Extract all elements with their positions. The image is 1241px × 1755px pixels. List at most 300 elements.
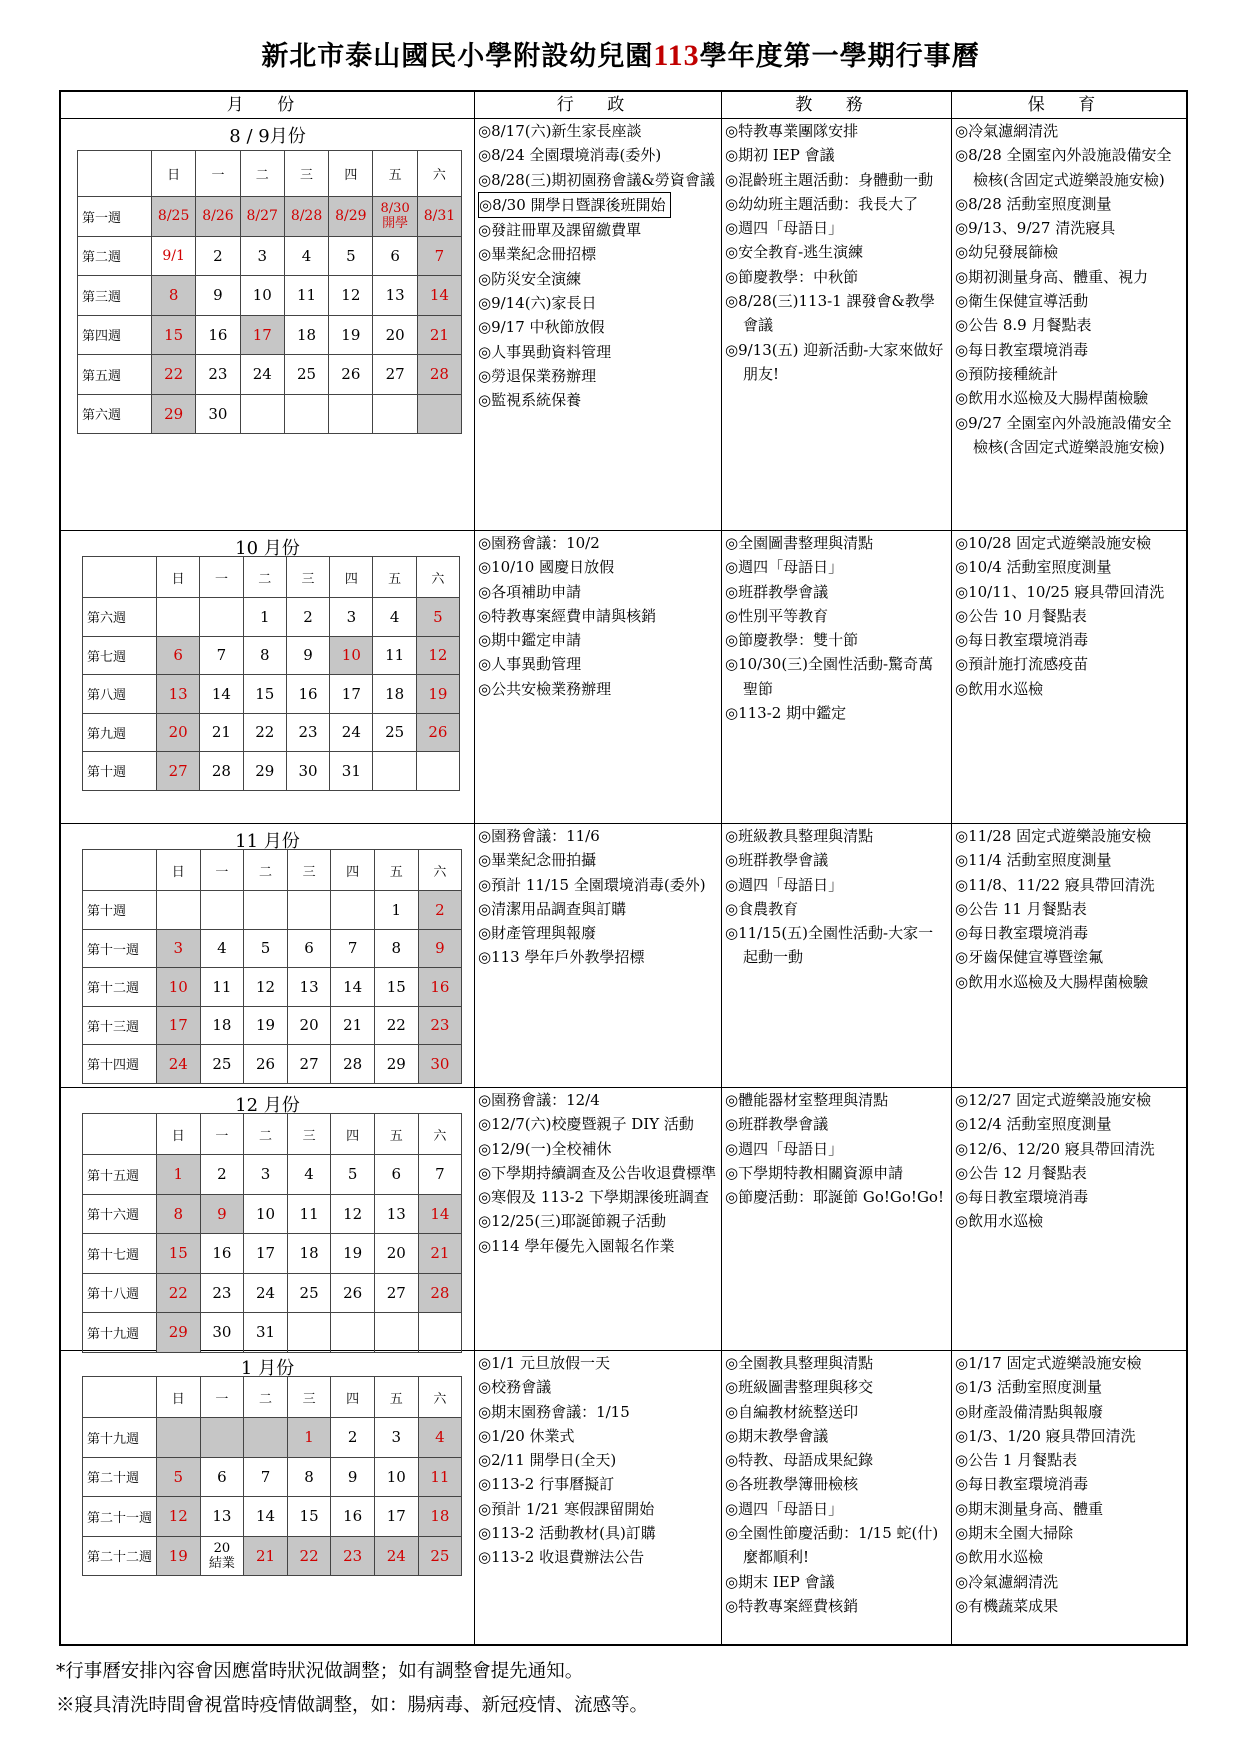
- teaching-item: ◎節慶活動：耶誕節 Go!Go!Go!: [725, 1188, 944, 1207]
- day-cell: [200, 1418, 244, 1458]
- care-item: ◎幼兒發展篩檢: [955, 243, 1059, 262]
- week-row: [83, 968, 462, 1007]
- care-item: ◎12/4 活動室照度測量: [955, 1115, 1112, 1134]
- day-cell: [244, 1418, 288, 1458]
- day-cell: 16: [286, 675, 329, 714]
- care-item: ◎9/13、9/27 清洗寢具: [955, 219, 1116, 238]
- day-cell: 15: [157, 1234, 201, 1274]
- care-item: ◎1/17 固定式遊樂設施安檢: [955, 1354, 1142, 1372]
- teaching-item: ◎混齡班主題活動：身體動一動: [725, 170, 934, 189]
- day-cell: 16: [196, 315, 240, 355]
- admin-item: ◎預計 1/21 寒假課留開始: [478, 1499, 655, 1518]
- teaching-item: ◎節慶教學：中秋節: [725, 267, 859, 286]
- day-cell: 29: [243, 752, 286, 791]
- day-cell: 13: [200, 1497, 244, 1537]
- column-care: [955, 824, 1182, 994]
- day-cell: 3: [240, 236, 284, 276]
- day-cell: 12: [331, 1194, 375, 1234]
- day-cell: 8/29: [329, 197, 373, 237]
- day-cell: 4: [373, 598, 416, 637]
- day-cell: 21: [417, 315, 461, 355]
- week-label: 第十一週: [83, 929, 157, 968]
- day-cell: 18: [287, 1234, 331, 1274]
- day-cell: 3: [244, 1155, 288, 1195]
- week-row: [83, 752, 460, 791]
- week-row: [83, 1194, 462, 1234]
- weekday-header-row: [78, 151, 462, 197]
- day-cell: [157, 1418, 201, 1458]
- day-cell: 7: [244, 1457, 288, 1497]
- week-label: 第十四週: [83, 1045, 157, 1084]
- month-title: 12 月份: [235, 1095, 300, 1116]
- month-calendar: [82, 1113, 462, 1353]
- admin-item: ◎畢業紀念冊拍攝: [478, 851, 597, 870]
- day-cell: 8/30 開學: [373, 197, 417, 237]
- week-label: 第二十週: [83, 1457, 157, 1497]
- day-cell: [200, 891, 244, 930]
- teaching-item: ◎特教專業團隊安排: [725, 122, 859, 140]
- corner-cell: [83, 850, 157, 891]
- day-cell: 15: [152, 315, 196, 355]
- day-cell: 10: [330, 636, 373, 675]
- day-cell: 14: [200, 675, 243, 714]
- day-cell: 10: [374, 1457, 418, 1497]
- day-cell: 3: [374, 1418, 418, 1458]
- week-row: [78, 315, 462, 355]
- column-divider: [721, 92, 722, 1644]
- teaching-item: ◎班級圖書整理與移交: [725, 1378, 874, 1397]
- day-cell: 14: [244, 1497, 288, 1537]
- care-item: ◎8/28 活動室照度測量: [955, 194, 1112, 213]
- care-item: ◎公告 8.9 月餐點表: [955, 316, 1092, 335]
- care-item: ◎牙齒保健宣導暨塗氟: [955, 948, 1104, 967]
- week-row: [83, 1155, 462, 1195]
- admin-item: ◎特教專案經費申請與核銷: [478, 606, 657, 625]
- day-cell: 10: [240, 276, 284, 316]
- day-cell: 13: [287, 968, 331, 1007]
- month-calendar: [82, 849, 462, 1084]
- care-item: ◎預防接種統計: [955, 364, 1059, 383]
- care-item: ◎冷氣濾網清洗: [955, 1572, 1059, 1591]
- week-label: 第十週: [83, 752, 157, 791]
- admin-item: ◎113-2 行事曆擬訂: [478, 1475, 615, 1494]
- day-cell: [244, 891, 288, 930]
- day-cell: 28: [200, 752, 243, 791]
- day-cell: 14: [331, 968, 375, 1007]
- day-cell: [157, 891, 201, 930]
- week-row: [83, 1045, 462, 1084]
- week-label: 第十二週: [83, 968, 157, 1007]
- corner-cell: [83, 557, 157, 598]
- week-label: 第六週: [78, 394, 152, 434]
- day-cell: 24: [330, 713, 373, 752]
- title-prefix: 新北市泰山國民小學附設幼兒園: [261, 41, 654, 72]
- weekday-cell: 一: [200, 557, 243, 598]
- admin-item: ◎園務會議：10/2: [478, 534, 600, 552]
- day-cell: 4: [200, 929, 244, 968]
- day-cell: 6: [374, 1155, 418, 1195]
- day-cell: 19: [331, 1234, 375, 1274]
- day-cell: 7: [200, 636, 243, 675]
- week-row: [78, 355, 462, 395]
- day-cell: 28: [417, 355, 461, 395]
- month-title: 1 月份: [240, 1358, 295, 1379]
- care-item: ◎10/4 活動室照度測量: [955, 558, 1112, 577]
- teaching-item: ◎週四「母語日」: [725, 1139, 844, 1158]
- day-cell: 6: [373, 236, 417, 276]
- month-title: 10 月份: [235, 538, 300, 559]
- care-item: ◎飲用水巡檢: [955, 1548, 1044, 1567]
- teaching-item: ◎8/28(三)113-1 課發會&教學會議: [725, 292, 935, 335]
- week-label: 第二十一週: [83, 1497, 157, 1537]
- weekday-cell: 五: [373, 557, 416, 598]
- day-cell: 9: [286, 636, 329, 675]
- admin-item: ◎園務會議：11/6: [478, 827, 600, 845]
- admin-item: ◎期中鑑定申請: [478, 631, 582, 650]
- care-item: ◎10/28 固定式遊樂設施安檢: [955, 534, 1152, 552]
- day-cell: 19: [329, 315, 373, 355]
- day-cell: 27: [373, 355, 417, 395]
- care-item: ◎衛生保健宣導活動: [955, 292, 1089, 311]
- month-calendar: [82, 1376, 462, 1576]
- column-admin: [478, 531, 717, 701]
- day-cell: 8: [243, 636, 286, 675]
- teaching-item: ◎特教、母語成果紀錄: [725, 1451, 874, 1470]
- day-cell: 24: [244, 1273, 288, 1313]
- teaching-item: ◎自編教材統整送印: [725, 1402, 859, 1421]
- weekday-cell: 六: [416, 557, 459, 598]
- day-cell: 3: [157, 929, 201, 968]
- weekday-cell: 日: [157, 557, 200, 598]
- admin-item: ◎清潔用品調查與訂購: [478, 899, 627, 918]
- column-teaching: [725, 119, 947, 386]
- day-cell: 22: [152, 355, 196, 395]
- teaching-item: ◎週四「母語日」: [725, 875, 844, 894]
- care-item: ◎每日教室環境消毒: [955, 1475, 1089, 1494]
- day-cell: 21: [331, 1006, 375, 1045]
- admin-item: ◎12/7(六)校慶暨親子 DIY 活動: [478, 1115, 694, 1134]
- month-title: 11 月份: [235, 831, 300, 852]
- day-cell: [416, 752, 459, 791]
- weekday-cell: 三: [287, 1377, 331, 1418]
- day-cell: 4: [287, 1155, 331, 1195]
- weekday-header-row: [83, 557, 460, 598]
- admin-item: ◎12/25(三)耶誕節親子活動: [478, 1212, 667, 1231]
- admin-item: ◎2/11 開學日(全天): [478, 1451, 617, 1470]
- admin-item: ◎8/24 全園環境消毒(委外): [478, 146, 662, 165]
- day-cell: 8: [374, 929, 418, 968]
- care-item: ◎9/27 全園室內外設施設備安全檢核(含固定式遊樂設施安檢): [955, 413, 1172, 456]
- column-teaching: [725, 824, 947, 970]
- weekday-header-row: [83, 1114, 462, 1155]
- day-cell: 5: [157, 1457, 201, 1497]
- title-year: 113: [653, 39, 700, 72]
- day-cell: 23: [331, 1536, 375, 1576]
- week-row: [83, 891, 462, 930]
- day-cell: 6: [287, 929, 331, 968]
- column-divider: [951, 92, 952, 1644]
- day-cell: 30: [286, 752, 329, 791]
- footnotes: [56, 1655, 648, 1723]
- admin-item: ◎防災安全演練: [478, 269, 582, 288]
- teaching-item: ◎週四「母語日」: [725, 1499, 844, 1518]
- day-cell: 20: [287, 1006, 331, 1045]
- day-cell: 5: [244, 929, 288, 968]
- day-cell: 21: [200, 713, 243, 752]
- schedule-table: [59, 90, 1188, 1646]
- teaching-item: ◎性別平等教育: [725, 606, 829, 625]
- admin-item: ◎12/9(一)全校補休: [478, 1139, 612, 1158]
- admin-item: ◎1/1 元旦放假一天: [478, 1354, 610, 1372]
- care-item: ◎1/3 活動室照度測量: [955, 1378, 1102, 1397]
- day-cell: 18: [284, 315, 328, 355]
- day-cell: 10: [244, 1194, 288, 1234]
- care-item: ◎有機蔬菜成果: [955, 1596, 1059, 1615]
- admin-item: ◎監視系統保養: [478, 391, 582, 410]
- day-cell: 30: [418, 1045, 462, 1084]
- day-cell: 18: [418, 1497, 462, 1537]
- weekday-cell: 五: [373, 151, 417, 197]
- day-cell: 13: [373, 276, 417, 316]
- day-cell: [329, 394, 373, 434]
- admin-item: ◎9/17 中秋節放假: [478, 318, 605, 337]
- day-cell: 26: [244, 1045, 288, 1084]
- day-cell: 8: [157, 1194, 201, 1234]
- day-cell: [374, 1313, 418, 1353]
- teaching-item: ◎週四「母語日」: [725, 219, 844, 238]
- teaching-item: ◎全園圖書整理與清點: [725, 534, 874, 552]
- weekday-cell: 日: [157, 1114, 201, 1155]
- day-cell: 24: [374, 1536, 418, 1576]
- month-title: 8 / 9月份: [229, 126, 306, 147]
- admin-item: ◎人事異動管理: [478, 655, 582, 674]
- column-admin: [478, 824, 717, 970]
- weekday-cell: 二: [244, 1377, 288, 1418]
- day-cell: 22: [243, 713, 286, 752]
- day-cell: [373, 752, 416, 791]
- day-cell: [331, 891, 375, 930]
- teaching-item: ◎10/30(三)全園性活動-驚奇萬聖節: [725, 655, 934, 698]
- day-cell: [331, 1313, 375, 1353]
- day-cell: 25: [200, 1045, 244, 1084]
- day-cell: 24: [157, 1045, 201, 1084]
- weekday-cell: 四: [331, 1114, 375, 1155]
- admin-item: ◎8/17(六)新生家長座談: [478, 122, 642, 140]
- day-cell: 27: [157, 752, 200, 791]
- day-cell: 2: [196, 236, 240, 276]
- admin-item: ◎期末園務會議：1/15: [478, 1402, 630, 1421]
- admin-item: ◎公共安檢業務辦理: [478, 679, 612, 698]
- day-cell: [373, 394, 417, 434]
- week-label: 第十七週: [83, 1234, 157, 1274]
- day-cell: [417, 394, 461, 434]
- admin-item: ◎113-2 收退費辦法公告: [478, 1548, 645, 1567]
- day-cell: 15: [374, 968, 418, 1007]
- day-cell: 13: [157, 675, 200, 714]
- day-cell: 16: [418, 968, 462, 1007]
- weekday-header-row: [83, 850, 462, 891]
- week-label: 第二週: [78, 236, 152, 276]
- week-row: [83, 675, 460, 714]
- week-row: [83, 1457, 462, 1497]
- teaching-item: ◎全園性節慶活動：1/15 蛇(什)麼都順利!: [725, 1524, 939, 1567]
- day-cell: 2: [331, 1418, 375, 1458]
- day-cell: 9: [200, 1194, 244, 1234]
- admin-item: ◎人事異動資料管理: [478, 342, 612, 361]
- teaching-item: ◎特教專案經費核銷: [725, 1596, 859, 1615]
- care-item: ◎期末全園大掃除: [955, 1524, 1074, 1543]
- day-cell: 14: [417, 276, 461, 316]
- day-cell: 6: [200, 1457, 244, 1497]
- day-cell: 11: [200, 968, 244, 1007]
- care-item: ◎11/8、11/22 寢具帶回清洗: [955, 875, 1155, 894]
- admin-item: ◎8/28(三)期初園務會議&勞資會議: [478, 170, 715, 189]
- title-suffix: 學年度第一學期行事曆: [699, 41, 980, 72]
- day-cell: 17: [244, 1234, 288, 1274]
- day-cell: 24: [240, 355, 284, 395]
- weekday-cell: 一: [196, 151, 240, 197]
- admin-item: ◎下學期持續調查及公告收退費標準: [478, 1163, 717, 1182]
- day-cell: 12: [157, 1497, 201, 1537]
- day-cell: 26: [329, 355, 373, 395]
- day-cell: 19: [416, 675, 459, 714]
- day-cell: 18: [373, 675, 416, 714]
- day-cell: 11: [373, 636, 416, 675]
- teaching-item: ◎9/13(五) 迎新活動-大家來做好朋友!: [725, 340, 944, 383]
- care-item: ◎飲用水巡檢: [955, 1212, 1044, 1231]
- day-cell: 23: [196, 355, 240, 395]
- week-label: 第九週: [83, 713, 157, 752]
- teaching-item: ◎期末 IEP 會議: [725, 1572, 835, 1591]
- day-cell: 12: [329, 276, 373, 316]
- column-care: [955, 531, 1182, 701]
- day-cell: 2: [286, 598, 329, 637]
- day-cell: 29: [152, 394, 196, 434]
- day-cell: 5: [329, 236, 373, 276]
- care-item: ◎公告 11 月餐點表: [955, 899, 1087, 918]
- day-cell: [418, 1313, 462, 1353]
- admin-item: ◎113 學年戶外教學招標: [478, 948, 645, 967]
- column-admin: [478, 1088, 717, 1258]
- day-cell: 2: [418, 891, 462, 930]
- teaching-item: ◎期末教學會議: [725, 1426, 829, 1445]
- page-title: [0, 34, 1241, 73]
- day-cell: 25: [373, 713, 416, 752]
- weekday-cell: 六: [418, 1114, 462, 1155]
- week-row: [83, 1273, 462, 1313]
- weekday-cell: 四: [331, 850, 375, 891]
- teaching-item: ◎安全教育-逃生演練: [725, 243, 864, 262]
- care-item: ◎11/28 固定式遊樂設施安檢: [955, 827, 1152, 845]
- teaching-item: ◎週四「母語日」: [725, 558, 844, 577]
- day-cell: 12: [416, 636, 459, 675]
- admin-item: ◎校務會議: [478, 1378, 552, 1397]
- weekday-cell: 六: [418, 850, 462, 891]
- week-label: 第六週: [83, 598, 157, 637]
- weekday-cell: 四: [330, 557, 373, 598]
- weekday-cell: 六: [418, 1377, 462, 1418]
- care-item: ◎12/27 固定式遊樂設施安檢: [955, 1091, 1152, 1109]
- weekday-cell: 二: [240, 151, 284, 197]
- weekday-cell: 三: [286, 557, 329, 598]
- day-cell: [284, 394, 328, 434]
- footnote-2: ※寢具清洗時間會視當時疫情做調整，如：腸病毒、新冠疫情、流感等。: [56, 1695, 649, 1716]
- care-item: ◎10/11、10/25 寢具帶回清洗: [955, 582, 1165, 601]
- footnote-1: *行事曆安排內容會因應當時狀況做調整；如有調整會提先通知。: [56, 1661, 584, 1682]
- day-cell: 4: [284, 236, 328, 276]
- week-label: 第十週: [83, 891, 157, 930]
- admin-item: ◎9/14(六)家長日: [478, 294, 597, 313]
- day-cell: 25: [287, 1273, 331, 1313]
- care-item: ◎12/6、12/20 寢具帶回清洗: [955, 1139, 1155, 1158]
- day-cell: [157, 598, 200, 637]
- day-cell: 8/25: [152, 197, 196, 237]
- care-item: ◎公告 10 月餐點表: [955, 606, 1087, 625]
- care-item: ◎公告 12 月餐點表: [955, 1163, 1087, 1182]
- day-cell: 17: [374, 1497, 418, 1537]
- teaching-item: ◎班群教學會議: [725, 851, 829, 870]
- teaching-item: ◎食農教育: [725, 899, 799, 918]
- care-item: ◎預計施打流感疫苗: [955, 655, 1089, 674]
- day-cell: 9: [196, 276, 240, 316]
- week-label: 第十八週: [83, 1273, 157, 1313]
- week-row: [78, 236, 462, 276]
- day-cell: 17: [330, 675, 373, 714]
- teaching-item: ◎體能器材室整理與清點: [725, 1091, 889, 1109]
- column-teaching: [725, 1351, 947, 1618]
- day-cell: 6: [157, 636, 200, 675]
- admin-item: ◎預計 11/15 全園環境消毒(委外): [478, 875, 706, 894]
- care-item: ◎期初測量身高、體重、視力: [955, 267, 1149, 286]
- teaching-item: ◎11/15(五)全園性活動-大家一起動一動: [725, 924, 934, 967]
- weekday-cell: 三: [287, 1114, 331, 1155]
- month-calendar: [77, 150, 462, 434]
- day-cell: 29: [157, 1313, 201, 1353]
- column-admin: [478, 1351, 717, 1570]
- week-label: 第一週: [78, 197, 152, 237]
- day-cell: 1: [157, 1155, 201, 1195]
- column-teaching: [725, 1088, 947, 1209]
- day-cell: 16: [200, 1234, 244, 1274]
- day-cell: 8: [287, 1457, 331, 1497]
- week-row: [78, 197, 462, 237]
- day-cell: 27: [374, 1273, 418, 1313]
- week-label: 第三週: [78, 276, 152, 316]
- admin-item: ◎各項補助申請: [478, 582, 582, 601]
- day-cell: 29: [374, 1045, 418, 1084]
- day-cell: 10: [157, 968, 201, 1007]
- teaching-item: ◎期初 IEP 會議: [725, 146, 835, 165]
- day-cell: 18: [200, 1006, 244, 1045]
- day-cell: 26: [416, 713, 459, 752]
- week-row: [83, 598, 460, 637]
- day-cell: 22: [374, 1006, 418, 1045]
- weekday-cell: 一: [200, 850, 244, 891]
- day-cell: 4: [418, 1418, 462, 1458]
- day-cell: [287, 891, 331, 930]
- weekday-cell: 六: [417, 151, 461, 197]
- weekday-cell: 五: [374, 1377, 418, 1418]
- week-label: 第十五週: [83, 1155, 157, 1195]
- day-cell: 20: [157, 713, 200, 752]
- day-cell: 22: [287, 1536, 331, 1576]
- admin-item: ◎10/10 國慶日放假: [478, 558, 615, 577]
- admin-item: ◎畢業紀念冊招標: [478, 245, 597, 264]
- week-label: 第四週: [78, 315, 152, 355]
- day-cell: 8/28: [284, 197, 328, 237]
- day-cell: 1: [374, 891, 418, 930]
- day-cell: 1: [287, 1418, 331, 1458]
